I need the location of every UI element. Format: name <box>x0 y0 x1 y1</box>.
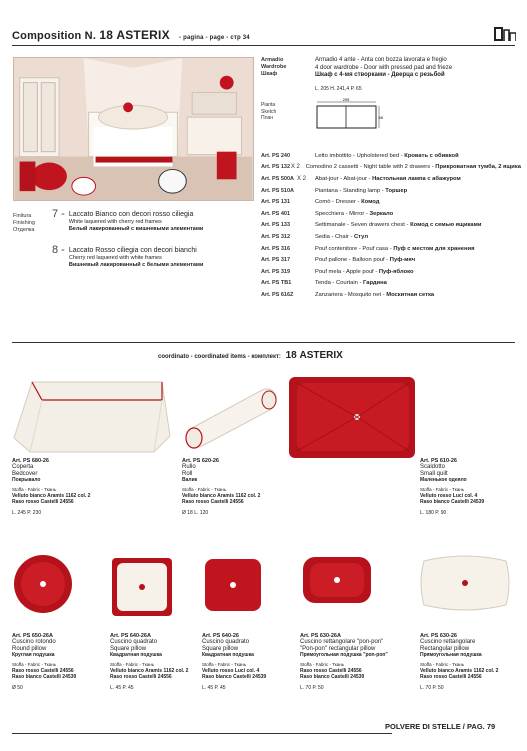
brand-logo-icon <box>494 27 516 41</box>
product-code: Art. PS 650-26A <box>12 633 53 639</box>
product-code: Art. PS 630-26A <box>300 633 341 639</box>
wardrobe-label-en: Wardrobe <box>261 64 287 70</box>
product-fabric-2: Raso bianco Castelli 24539 <box>420 499 485 506</box>
product-name-ru: Маленькое одеяло <box>420 477 467 484</box>
item-en: Mosquito net <box>347 291 382 298</box>
item-ru: Комод <box>361 199 380 206</box>
item-ru: Торшер <box>385 187 408 194</box>
wardrobe-line-it: Armadio 4 ante - Anta con bozza lavorata e fregio <box>315 57 447 63</box>
product-name-it: Cuscino rettangolare <box>420 639 476 646</box>
product-fabric-header: Stoffa - Fabric - Ткань <box>12 486 57 492</box>
finish-label-ru: Отделка <box>13 227 35 233</box>
product-dimensions: L. 70 P. 50 <box>300 684 324 691</box>
bedroom-photo <box>13 57 254 201</box>
item-en: Courtain <box>335 280 358 287</box>
product-name-en: Rectangular pillow <box>420 645 470 652</box>
footer-text: POLVERE DI STELLE / PAG. 79 <box>385 722 496 731</box>
item-code: Art. PS TB1 <box>261 280 292 287</box>
item-it: Comò <box>315 199 331 206</box>
wardrobe-plan-sketch <box>314 98 384 132</box>
item-row <box>261 243 521 255</box>
finish-label-en: Finishing <box>13 220 36 226</box>
item-description: Pouf pallone - Balloon pouf - Пуф-мяч <box>315 257 416 264</box>
item-description: Tenda - Courtain - Гардина <box>315 280 387 287</box>
items-list <box>261 150 521 301</box>
product-code: Art. PS 640-26A <box>110 633 151 639</box>
item-ru: Стул <box>354 233 368 240</box>
item-it: Comodino 2 cassetti <box>305 164 359 171</box>
plan-label <box>261 102 276 122</box>
item-it: Piantana <box>315 187 338 194</box>
item-en: Dresser <box>335 199 356 206</box>
square-pillow-red-image <box>202 556 264 614</box>
item-description: Sedia - Chair - Стул <box>315 233 368 240</box>
item-en: Standing lamp <box>343 187 381 194</box>
product-fabric-2: Raso rosso Castelli 24556 <box>110 674 172 681</box>
rectangular-pillow-image <box>420 553 510 613</box>
product-block <box>12 633 76 691</box>
composition-number: 18 <box>99 28 114 42</box>
header-divider <box>12 45 515 46</box>
item-ru: Прикроватная тумба, 2 ящика <box>435 164 521 171</box>
item-en: Balloon pouf <box>352 257 385 264</box>
product-dimensions: Ø 18 L. 120 <box>182 509 209 516</box>
item-description: Zanzariera - Mosquito net - Москитная сетка <box>315 291 435 298</box>
product-name-en: Roll <box>182 470 193 477</box>
item-code: Art. PS 616Z <box>261 291 294 298</box>
finish-en: Cherry red laquered with white frames <box>68 255 162 261</box>
product-name-ru: Покрывало <box>12 477 41 484</box>
finish-en: White laquered with cherry red frames <box>68 219 162 225</box>
product-name-en: Round pillow <box>12 645 47 652</box>
item-ru: Пуф-яблоко <box>378 268 414 275</box>
item-code: Art. PS 131 <box>261 199 291 206</box>
product-name-en: Bedcover <box>12 470 38 477</box>
plan-label-en: Sketch <box>261 108 277 115</box>
product-dimensions: L. 45 P. 45 <box>202 684 226 691</box>
wardrobe-label-ru: Шкаф <box>261 71 278 77</box>
product-dimensions: L. 180 P. 90 <box>420 509 447 516</box>
product-block <box>12 458 90 516</box>
product-name-ru: Прямоугольная подушка <box>420 652 482 659</box>
item-en: Night table with 2 drawers <box>363 164 431 171</box>
composition-name: ASTERIX <box>116 28 170 42</box>
pon-pon-pillow-image <box>300 554 374 606</box>
product-name-it: Cuscino rotondo <box>12 639 56 646</box>
product-fabric-header: Stoffa - Fabric - Ткань <box>420 661 465 667</box>
product-fabric-2: Raso bianco Castelli 24539 <box>300 674 365 681</box>
item-code: Art. PS 500A <box>261 175 295 182</box>
product-fabric-1: Velluto bianco Aramis 1162 col. 2 <box>182 493 261 500</box>
item-row <box>261 162 521 174</box>
item-en: Pouf casa <box>362 245 389 252</box>
composition-prefix: Composition N. <box>12 30 97 42</box>
product-fabric-header: Stoffa - Fabric - Ткань <box>202 661 247 667</box>
product-dimensions: Ø 50 <box>12 684 23 691</box>
item-code: Art. PS 316 <box>261 245 291 252</box>
bedcover-image <box>12 378 172 454</box>
wardrobe-label <box>261 57 286 78</box>
product-name-en: Square pillow <box>110 645 147 652</box>
item-ru: Зеркало <box>369 210 394 217</box>
item-code: Art. PS 133 <box>261 222 291 229</box>
item-row <box>261 254 521 266</box>
item-it: Pouf mela <box>315 268 342 275</box>
product-name-en: "Pon-pon" rectangular pillow <box>300 645 376 652</box>
product-fabric-2: Raso bianco Castelli 24539 <box>202 674 267 681</box>
finish-option-7 <box>52 210 203 233</box>
product-block <box>110 633 188 691</box>
wardrobe-line-en: 4 door wardrobe - Door with pressed pad and frieze <box>315 64 453 71</box>
item-row <box>261 173 521 185</box>
item-code: Art. PS 319 <box>261 268 291 275</box>
round-pillow-image <box>12 553 74 615</box>
item-code: Art. PS 401 <box>261 210 291 217</box>
item-row <box>261 289 521 301</box>
section-divider <box>12 342 515 343</box>
product-fabric-1: Raso rosso Castelli 24556 <box>12 668 74 675</box>
finish-number: 7 - <box>52 208 65 220</box>
item-description: Pouf mela - Apple pouf - Пуф-яблоко <box>315 268 414 275</box>
item-description: Piantana - Standing lamp - Торшер <box>315 187 408 194</box>
item-ru: Настольная лампа с абажуром <box>372 175 461 182</box>
item-description: Abat-jour - Abat-jour - Настольная лампа с абажуром <box>315 175 461 182</box>
product-fabric-1: Velluto rosso Luci col. 4 <box>420 493 478 500</box>
product-code: Art. PS 680-26 <box>12 458 49 464</box>
item-it: Zanzariera <box>315 291 343 298</box>
product-fabric-2: Raso bianco Castelli 24539 <box>12 674 77 681</box>
product-dimensions: L. 45 P. 45 <box>110 684 134 691</box>
item-ru: Гардина <box>363 280 387 287</box>
product-name-ru: Круглая подушка <box>12 652 55 659</box>
item-it: Pouf contenitore <box>315 245 358 252</box>
roll-image <box>182 378 282 450</box>
plan-depth-label: 65 <box>378 115 383 120</box>
item-row <box>261 208 521 220</box>
product-dimensions: L. 245 P. 230 <box>12 509 42 516</box>
finish-option-8 <box>52 246 203 269</box>
item-it: Sedia <box>315 233 330 240</box>
item-code: Art. PS 312 <box>261 233 291 240</box>
item-it: Pouf pallone <box>315 257 348 264</box>
item-row <box>261 231 521 243</box>
product-fabric-header: Stoffa - Fabric - Ткань <box>182 486 227 492</box>
product-fabric-1: Raso rosso Castelli 24556 <box>300 668 362 675</box>
item-it: Abat-jour <box>315 175 339 182</box>
product-block <box>420 458 484 516</box>
item-description: Comò - Dresser - Комод <box>315 199 380 206</box>
composition-title <box>12 28 250 42</box>
item-it: Settimanale <box>315 222 346 229</box>
product-fabric-2: Raso rosso Castelli 24556 <box>182 499 244 506</box>
coordinated-label: coordinato - coordinated items - комплект: <box>158 354 281 360</box>
item-qty: X 2 <box>297 175 307 182</box>
product-name-it: Coperta <box>12 464 34 471</box>
item-row <box>261 266 521 278</box>
product-fabric-1: Velluto bianco Aramis 1162 col. 2 <box>420 668 499 675</box>
item-row <box>261 185 521 197</box>
product-block <box>202 633 266 691</box>
finish-it: Laccato Bianco con decori rosso ciliegia <box>68 211 194 218</box>
finish-number: 8 - <box>52 244 65 256</box>
footer-divider <box>12 733 392 734</box>
item-description: Specchiera - Mirror - Зеркало <box>315 210 394 217</box>
product-code: Art. PS 620-26 <box>182 458 219 464</box>
product-name-it: Scaldotto <box>420 464 446 471</box>
product-fabric-2: Raso rosso Castelli 24556 <box>420 674 482 681</box>
product-fabric-header: Stoffa - Fabric - Ткань <box>300 661 345 667</box>
plan-label-it: Pianta <box>261 102 276 108</box>
product-name-ru: Квадратная подушка <box>202 652 254 659</box>
coordinated-name: 18 ASTERIX <box>285 350 343 361</box>
item-code: Art. PS 240 <box>261 152 291 159</box>
product-name-it: Cuscino rettangolare "pon-pon" <box>300 639 384 646</box>
item-code: Art. PS 510A <box>261 187 295 194</box>
item-row <box>261 278 521 290</box>
product-name-en: Small quilt <box>420 470 448 477</box>
page-reference: - pagina - page - стр 34 <box>179 35 250 41</box>
product-block <box>182 458 260 516</box>
item-it: Letto imbottito <box>315 152 352 159</box>
item-ru: Пуф-мяч <box>389 257 416 264</box>
item-en: Apple pouf <box>345 268 374 275</box>
item-en: Mirror <box>349 210 365 217</box>
item-it: Specchiera <box>315 210 345 217</box>
product-fabric-header: Stoffa - Fabric - Ткань <box>12 661 57 667</box>
item-code: Art. PS 132 <box>261 164 291 171</box>
item-row <box>261 220 521 232</box>
item-it: Tenda <box>315 280 331 287</box>
product-fabric-header: Stoffa - Fabric - Ткань <box>110 661 155 667</box>
item-description: Settimanale - Seven drawers chest - Комод с семью ящиками <box>315 222 482 229</box>
small-quilt-image <box>287 375 417 460</box>
finish-it: Laccato Rosso ciliegia con decori bianchi <box>68 247 197 254</box>
item-code: Art. PS 317 <box>261 257 291 264</box>
product-name-ru: Квадратная подушка <box>110 652 162 659</box>
item-row <box>261 196 521 208</box>
finish-label <box>13 213 35 234</box>
product-name-it: Rullo <box>182 464 196 471</box>
item-ru: Пуф с местом для хранения <box>393 245 475 252</box>
product-fabric-1: Velluto bianco Aramis 1162 col. 2 <box>110 668 189 675</box>
product-code: Art. PS 630-26 <box>420 633 457 639</box>
item-row <box>261 150 521 162</box>
item-ru: Москитная сетка <box>386 291 435 298</box>
item-en: Seven drawers chest <box>350 222 405 229</box>
wardrobe-description <box>315 57 452 80</box>
item-qty: X 2 <box>290 164 300 171</box>
coordinated-title <box>158 350 343 361</box>
item-ru: Кровать с обивкой <box>404 152 459 159</box>
item-description: Comodino 2 cassetti - Night table with 2 drawers - Прикроватная тумба, 2 ящика <box>305 164 521 171</box>
item-en: Upholstered bed <box>356 152 400 159</box>
product-block <box>420 633 498 691</box>
wardrobe-label-it: Armadio <box>261 57 284 63</box>
item-en: Chair <box>334 233 349 240</box>
product-name-ru: Прямоугольная подушка "pon-pon" <box>300 652 388 659</box>
item-description: Letto imbottito - Upholstered bed - Кровать с обивкой <box>315 152 459 159</box>
product-name-en: Square pillow <box>202 645 239 652</box>
product-code: Art. PS 640-26 <box>202 633 239 639</box>
wardrobe-dimensions: L. 205 H. 241,4 P. 65 <box>315 86 362 92</box>
square-pillow-white-image <box>110 556 174 618</box>
finish-label-it: Finitura <box>13 213 32 219</box>
product-name-it: Cuscino quadrato <box>202 639 250 646</box>
item-description: Pouf contenitore - Pouf casa - Пуф с местом для хранения <box>315 245 475 252</box>
plan-label-ru: План <box>261 115 274 121</box>
product-fabric-header: Stoffa - Fabric - Ткань <box>420 486 465 492</box>
product-fabric-1: Velluto rosso Luci col. 4 <box>202 668 260 675</box>
product-code: Art. PS 610-26 <box>420 458 457 464</box>
wardrobe-line-ru: Шкаф с 4-мя створками - Дверца с резьбой <box>315 72 445 78</box>
finish-ru: Вишневый лакированный с белыми элементами <box>68 262 204 268</box>
product-name-it: Cuscino quadrato <box>110 639 158 646</box>
plan-width-label: 205 <box>342 98 350 102</box>
product-fabric-1: Velluto bianco Aramis 1162 col. 2 <box>12 493 91 500</box>
product-dimensions: L. 70 P. 50 <box>420 684 444 691</box>
item-en: Abat-jour <box>343 175 367 182</box>
product-block <box>300 633 388 691</box>
product-name-ru: Валик <box>182 477 198 484</box>
finish-ru: Белый лакированный с вишневыми элементами <box>68 226 204 232</box>
item-ru: Комод с семью ящиками <box>410 222 482 229</box>
product-fabric-2: Raso rosso Castelli 24556 <box>12 499 74 506</box>
